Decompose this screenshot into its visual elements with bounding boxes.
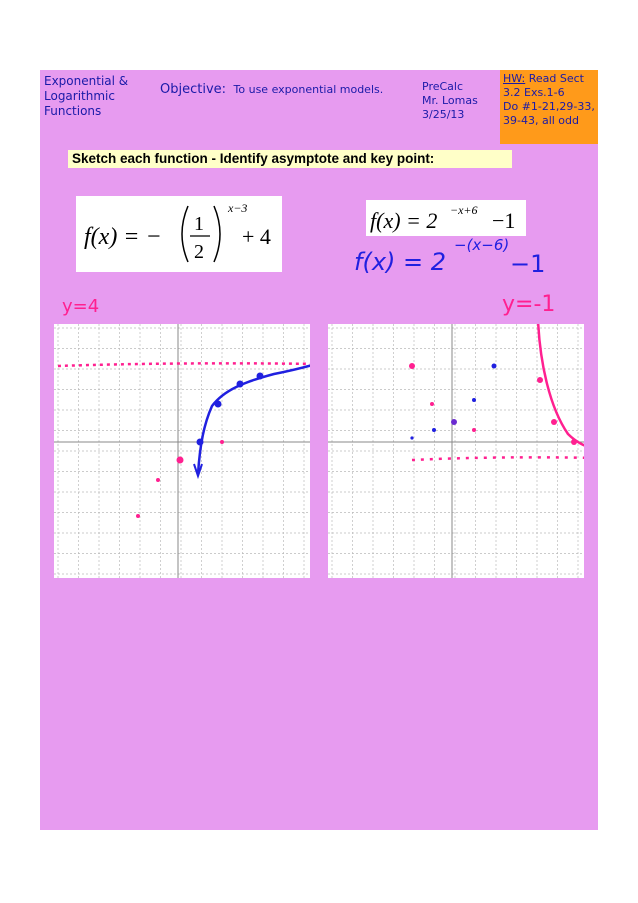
point	[451, 419, 457, 425]
point	[472, 398, 476, 402]
point	[409, 363, 415, 369]
grid-lines	[328, 324, 584, 578]
course-name: PreCalc	[422, 80, 464, 93]
equation-2-box	[366, 200, 526, 236]
objective	[160, 82, 383, 97]
point	[215, 401, 222, 408]
handwritten-rewrite	[350, 236, 550, 286]
eq1-denominator: 2	[194, 241, 204, 263]
curve-2	[538, 324, 584, 450]
homework-line: 3.2 Exs.1-6	[503, 86, 565, 99]
eq1-lhs: f(x) = −	[84, 224, 162, 250]
eq2-tail: −1	[492, 208, 516, 233]
asymptote-line	[412, 457, 584, 460]
homework-line: 39-43, all odd	[503, 114, 580, 127]
homework-line: Read Sect	[528, 72, 584, 85]
course-info	[422, 80, 500, 122]
objective-text: To use exponential models.	[233, 83, 384, 96]
objective-label: Objective:	[160, 82, 227, 97]
teacher-name: Mr. Lomas	[422, 94, 478, 107]
topic-line: Functions	[44, 104, 102, 118]
graph-2	[328, 324, 584, 578]
eq2-lhs: f(x) = 2	[370, 208, 438, 233]
worksheet-header	[40, 70, 598, 145]
worksheet-page	[40, 70, 598, 830]
homework-label: HW:	[503, 72, 526, 85]
point	[472, 428, 476, 432]
point	[430, 402, 434, 406]
point	[410, 436, 413, 439]
point	[537, 377, 543, 383]
eq2-exponent: −x+6	[450, 203, 478, 217]
grid-lines	[54, 324, 310, 578]
point	[257, 373, 264, 380]
point	[551, 419, 557, 425]
point	[156, 478, 160, 482]
eq1-tail: + 4	[242, 224, 271, 249]
handwritten-exponent: −(x−6)	[454, 236, 510, 254]
homework-box	[500, 70, 598, 144]
topic-title	[44, 74, 154, 119]
asymptote-label-left: y=4	[62, 296, 100, 317]
homework-line: Do #1-21,29-33,	[503, 100, 595, 113]
date: 3/25/13	[422, 108, 465, 121]
asymptote-label-right: y=-1	[502, 292, 556, 317]
topic-line: Exponential &	[44, 74, 129, 88]
eq1-numerator: 1	[194, 213, 204, 235]
left-paren	[182, 206, 188, 262]
point	[136, 514, 140, 518]
right-paren	[214, 206, 220, 262]
point	[220, 440, 224, 444]
point	[432, 428, 436, 432]
equation-1-box	[76, 196, 282, 272]
handwritten-tail: −1	[510, 250, 546, 278]
asymptote-line	[58, 363, 310, 366]
equation-2	[366, 200, 526, 236]
topic-line: Logarithmic	[44, 89, 115, 103]
point	[237, 381, 244, 388]
point	[197, 439, 204, 446]
eq1-exponent: x−3	[228, 201, 248, 215]
point	[177, 457, 184, 464]
point	[571, 439, 577, 445]
handwritten-lhs: f(x) = 2	[354, 248, 447, 276]
equation-1	[76, 196, 282, 272]
instruction-banner: Sketch each function - Identify asymptote and key point:	[68, 150, 512, 168]
graph-1	[54, 324, 310, 578]
point	[492, 364, 497, 369]
curve-1	[198, 364, 310, 474]
